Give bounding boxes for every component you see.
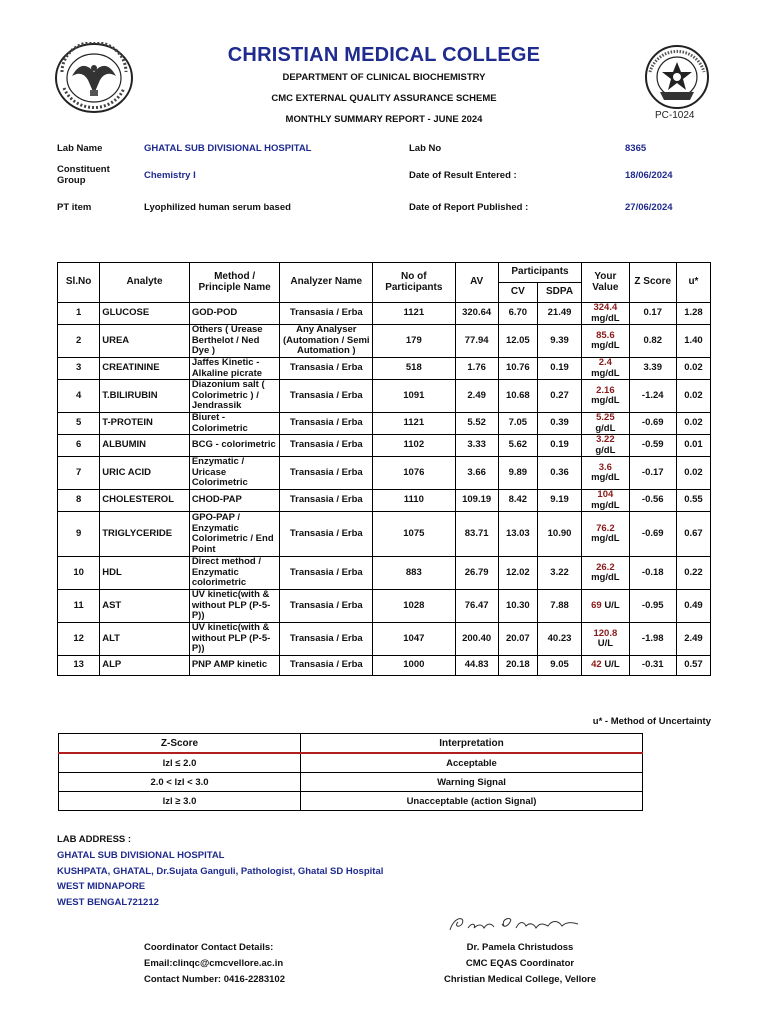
participants: 1028 <box>373 590 455 623</box>
constituent-group: Chemistry I <box>144 170 196 181</box>
sdpa: 10.90 <box>537 512 581 557</box>
assigned-value: 77.94 <box>455 325 498 358</box>
assigned-value: 200.40 <box>455 623 498 656</box>
report-title: MONTHLY SUMMARY REPORT - JUNE 2024 <box>285 114 483 125</box>
analyzer: Transasia / Erba <box>280 512 373 557</box>
cv: 8.42 <box>498 490 537 512</box>
signatory-role: CMC EQAS Coordinator <box>465 958 575 969</box>
z-score: 0.17 <box>629 303 676 325</box>
table-row <box>58 590 711 623</box>
your-value-number: 42 <box>591 659 602 671</box>
cv: 6.70 <box>498 303 537 325</box>
analyzer: Transasia / Erba <box>280 457 373 490</box>
sl-no: 10 <box>58 557 100 590</box>
cv: 7.05 <box>498 413 537 435</box>
lab-no-label: Lab No <box>409 143 442 154</box>
analyte: T.BILIRUBIN <box>100 380 190 413</box>
participants: 1121 <box>373 303 455 325</box>
participants: 179 <box>373 325 455 358</box>
group-label: Constituent Group <box>57 164 110 186</box>
your-value-number: 26.2 <box>596 561 615 573</box>
your-value <box>582 303 629 325</box>
method: Jaffes Kinetic - Alkaline picrate <box>189 358 280 380</box>
your-value <box>582 512 629 557</box>
entered-label: Date of Result Entered : <box>409 170 517 181</box>
interpretation: Warning Signal <box>301 773 643 792</box>
analyzer: Transasia / Erba <box>280 557 373 590</box>
your-value-number: 5.25 <box>596 412 615 423</box>
your-value-unit: mg/dL <box>591 499 620 511</box>
uncertainty: 0.22 <box>676 557 710 590</box>
cv: 5.62 <box>498 435 537 457</box>
uncertainty: 1.28 <box>676 303 710 325</box>
table-row <box>58 623 711 656</box>
sdpa: 7.88 <box>537 590 581 623</box>
analyzer: Transasia / Erba <box>280 656 373 676</box>
participants: 1075 <box>373 512 455 557</box>
your-value-number: 120.8 <box>593 627 618 639</box>
table-row <box>58 303 711 325</box>
col-analyzer: Analyzer Name <box>280 263 373 303</box>
sdpa: 21.49 <box>537 303 581 325</box>
uncertainty: 0.49 <box>676 590 710 623</box>
z-score: 3.39 <box>629 358 676 380</box>
method: GPO-PAP / Enzymatic Colorimetric / End Point <box>189 512 280 557</box>
assigned-value: 2.49 <box>455 380 498 413</box>
analyte: CREATININE <box>100 358 190 380</box>
sl-no: 2 <box>58 325 100 358</box>
analyte: GLUCOSE <box>100 303 190 325</box>
assigned-value: 320.64 <box>455 303 498 325</box>
analyzer: Transasia / Erba <box>280 358 373 380</box>
cv: 9.89 <box>498 457 537 490</box>
your-value-unit: mg/dL <box>591 472 620 483</box>
sdpa: 0.27 <box>537 380 581 413</box>
sdpa: 0.19 <box>537 435 581 457</box>
method: Others ( Urease Berthelot / Ned Dye ) <box>189 325 280 358</box>
uncertainty: 0.01 <box>676 435 710 457</box>
zscore-range: lzl ≥ 3.0 <box>59 792 301 811</box>
method: Diazonium salt ( Colorimetric ) / Jendrassik <box>189 380 280 413</box>
zscore-table <box>58 733 643 811</box>
analyte: TRIGLYCERIDE <box>100 512 190 557</box>
sl-no: 1 <box>58 303 100 325</box>
z-score: -1.24 <box>629 380 676 413</box>
z-score: -0.56 <box>629 490 676 512</box>
zscore-row <box>59 792 643 811</box>
sl-no: 9 <box>58 512 100 557</box>
table-row <box>58 490 711 512</box>
sdpa: 0.36 <box>537 457 581 490</box>
cv: 12.05 <box>498 325 537 358</box>
cv: 12.02 <box>498 557 537 590</box>
your-value-number: 2.4 <box>598 357 612 368</box>
assigned-value: 1.76 <box>455 358 498 380</box>
z-score: -0.69 <box>629 413 676 435</box>
z-score: -0.59 <box>629 435 676 457</box>
col-analyte: Analyte <box>100 263 190 303</box>
table-row <box>58 435 711 457</box>
sl-no: 6 <box>58 435 100 457</box>
col-participants: No of Participants <box>373 263 455 303</box>
sl-no: 4 <box>58 380 100 413</box>
col-av: AV <box>455 263 498 303</box>
analyzer: Transasia / Erba <box>280 380 373 413</box>
z-score: -0.69 <box>629 512 676 557</box>
address-line: KUSHPATA, GHATAL, Dr.Sujata Ganguli, Pathologist, Ghatal SD Hospital <box>57 866 384 877</box>
participants: 1110 <box>373 490 455 512</box>
coordinator-heading: Coordinator Contact Details: <box>144 942 274 953</box>
participants: 1091 <box>373 380 455 413</box>
uncertainty: 0.02 <box>676 358 710 380</box>
pc-code: PC-1024 <box>655 110 695 121</box>
address-line: WEST MIDNAPORE <box>57 881 146 892</box>
cv: 13.03 <box>498 512 537 557</box>
col-slno: Sl.No <box>58 263 100 303</box>
uncertainty: 0.55 <box>676 490 710 512</box>
your-value-unit: U/L <box>604 659 620 671</box>
analyzer: Transasia / Erba <box>280 303 373 325</box>
your-value-unit: mg/dL <box>591 367 620 379</box>
method: Direct method / Enzymatic colorimetric <box>189 557 280 590</box>
col-sdpa: SDPA <box>537 283 581 303</box>
analyte: URIC ACID <box>100 457 190 490</box>
zscore-range: lzl ≤ 2.0 <box>59 753 301 773</box>
lab-no: 8365 <box>625 143 647 154</box>
z-score: -0.18 <box>629 557 676 590</box>
analyte: UREA <box>100 325 190 358</box>
pt-item: Lyophilized human serum based <box>144 202 291 213</box>
date-entered: 18/06/2024 <box>625 170 673 181</box>
your-value <box>582 380 629 413</box>
assigned-value: 5.52 <box>455 413 498 435</box>
sl-no: 7 <box>58 457 100 490</box>
page-title: CHRISTIAN MEDICAL COLLEGE <box>227 44 541 66</box>
your-value-unit: U/L <box>604 599 620 611</box>
date-published: 27/06/2024 <box>625 202 673 213</box>
interpretation: Acceptable <box>301 753 643 773</box>
sl-no: 13 <box>58 656 100 676</box>
uncertainty: 0.02 <box>676 413 710 435</box>
method: Biuret - Colorimetric <box>189 413 280 435</box>
address-line: GHATAL SUB DIVISIONAL HOSPITAL <box>57 850 225 861</box>
sl-no: 11 <box>58 590 100 623</box>
department: DEPARTMENT OF CLINICAL BIOCHEMISTRY <box>282 72 486 83</box>
coordinator-phone: Contact Number: 0416-2283102 <box>144 974 285 985</box>
sdpa: 40.23 <box>537 623 581 656</box>
your-value-number: 3.6 <box>598 461 612 473</box>
table-row <box>58 380 711 413</box>
your-value-unit: mg/dL <box>591 340 620 351</box>
table-row <box>58 413 711 435</box>
z-score: 0.82 <box>629 325 676 358</box>
your-value-number: 2.16 <box>596 384 615 396</box>
your-value-number: 324.4 <box>593 302 618 313</box>
your-value-unit: U/L <box>597 638 614 649</box>
your-value <box>582 656 629 676</box>
z-score: -0.95 <box>629 590 676 623</box>
method: UV kinetic(with & without PLP (P-5-P)) <box>189 590 280 623</box>
table-row <box>58 512 711 557</box>
scheme-name: CMC EXTERNAL QUALITY ASSURANCE SCHEME <box>271 93 497 104</box>
analyte: ALT <box>100 623 190 656</box>
analyte: ALBUMIN <box>100 435 190 457</box>
sl-no: 8 <box>58 490 100 512</box>
pt-item-label: PT item <box>57 202 92 213</box>
assigned-value: 3.66 <box>455 457 498 490</box>
sdpa: 0.39 <box>537 413 581 435</box>
participants: 883 <box>373 557 455 590</box>
sdpa: 0.19 <box>537 358 581 380</box>
your-value <box>582 557 629 590</box>
published-label: Date of Report Published : <box>409 202 529 213</box>
cv: 10.76 <box>498 358 537 380</box>
participants: 1047 <box>373 623 455 656</box>
your-value <box>582 435 629 457</box>
analyte: AST <box>100 590 190 623</box>
col-zscore: Z Score <box>629 263 676 303</box>
interpretation: Unacceptable (action Signal) <box>301 792 643 811</box>
table-row <box>58 557 711 590</box>
assigned-value: 76.47 <box>455 590 498 623</box>
your-value-number: 3.22 <box>596 434 615 445</box>
sdpa: 9.39 <box>537 325 581 358</box>
your-value <box>582 590 629 623</box>
sdpa: 9.05 <box>537 656 581 676</box>
col-u: u* <box>676 263 710 303</box>
sl-no: 3 <box>58 358 100 380</box>
sdpa: 3.22 <box>537 557 581 590</box>
your-value-unit: mg/dL <box>591 395 620 406</box>
table-row <box>58 358 711 380</box>
your-value <box>582 623 629 656</box>
participants: 1121 <box>373 413 455 435</box>
analyzer: Any Analyser (Automation / Semi Automation ) <box>280 325 373 358</box>
col-your-value: Your Value <box>582 263 629 303</box>
zscore-row <box>59 753 643 773</box>
lab-name-label: Lab Name <box>57 143 103 154</box>
signature <box>444 912 584 936</box>
participants: 1102 <box>373 435 455 457</box>
your-value <box>582 413 629 435</box>
cv: 10.30 <box>498 590 537 623</box>
method: Enzymatic / Uricase Colorimetric <box>189 457 280 490</box>
your-value-unit: mg/dL <box>591 572 620 583</box>
analyzer: Transasia / Erba <box>280 623 373 656</box>
analyzer: Transasia / Erba <box>280 413 373 435</box>
analyte: ALP <box>100 656 190 676</box>
assigned-value: 3.33 <box>455 435 498 457</box>
z-score: -1.98 <box>629 623 676 656</box>
method: GOD-POD <box>189 303 280 325</box>
your-value-number: 76.2 <box>596 522 615 534</box>
table-row <box>58 325 711 358</box>
uncertainty: 1.40 <box>676 325 710 358</box>
method: PNP AMP kinetic <box>189 656 280 676</box>
participants: 518 <box>373 358 455 380</box>
method: CHOD-PAP <box>189 490 280 512</box>
zscore-row <box>59 773 643 792</box>
method: UV kinetic(with & without PLP (P-5-P)) <box>189 623 280 656</box>
assigned-value: 44.83 <box>455 656 498 676</box>
uncertainty: 0.02 <box>676 380 710 413</box>
cv: 20.07 <box>498 623 537 656</box>
your-value <box>582 325 629 358</box>
your-value-number: 85.6 <box>596 329 615 341</box>
your-value-unit: g/dL <box>595 444 616 456</box>
uncertainty: 0.57 <box>676 656 710 676</box>
table-row <box>58 656 711 676</box>
your-value <box>582 457 629 490</box>
address-line: WEST BENGAL721212 <box>57 897 159 908</box>
analyzer: Transasia / Erba <box>280 435 373 457</box>
col-method: Method / Principle Name <box>189 263 280 303</box>
analyte: T-PROTEIN <box>100 413 190 435</box>
cv: 10.68 <box>498 380 537 413</box>
analyzer: Transasia / Erba <box>280 590 373 623</box>
signatory-org: Christian Medical College, Vellore <box>443 974 597 985</box>
analyte: HDL <box>100 557 190 590</box>
col-cv: CV <box>498 283 537 303</box>
zscore-header: Z-Score <box>59 734 301 754</box>
uncertainty: 0.67 <box>676 512 710 557</box>
your-value <box>582 358 629 380</box>
results-table <box>57 262 711 676</box>
uncertainty-note: u* - Method of Uncertainty <box>592 716 711 727</box>
z-score: -0.31 <box>629 656 676 676</box>
your-value-unit: g/dL <box>595 422 616 434</box>
sdpa: 9.19 <box>537 490 581 512</box>
z-score: -0.17 <box>629 457 676 490</box>
your-value-number: 69 <box>591 599 602 611</box>
method: BCG - colorimetric <box>189 435 280 457</box>
assigned-value: 83.71 <box>455 512 498 557</box>
table-row <box>58 457 711 490</box>
your-value-number: 104 <box>597 489 614 500</box>
lab-address-heading: LAB ADDRESS : <box>57 834 132 845</box>
zscore-range: 2.0 < lzl < 3.0 <box>59 773 301 792</box>
sl-no: 5 <box>58 413 100 435</box>
coordinator-email: Email:clinqc@cmcvellore.ac.in <box>144 958 284 969</box>
cv: 20.18 <box>498 656 537 676</box>
col-participants-group: Participants <box>498 263 581 283</box>
analyzer: Transasia / Erba <box>280 490 373 512</box>
assigned-value: 109.19 <box>455 490 498 512</box>
your-value-unit: mg/dL <box>591 533 620 544</box>
uncertainty: 0.02 <box>676 457 710 490</box>
lab-name: GHATAL SUB DIVISIONAL HOSPITAL <box>144 143 312 154</box>
sl-no: 12 <box>58 623 100 656</box>
interpretation-header: Interpretation <box>301 734 643 754</box>
signatory-name: Dr. Pamela Christudoss <box>466 942 574 953</box>
uncertainty: 2.49 <box>676 623 710 656</box>
your-value <box>582 490 629 512</box>
your-value-unit: mg/dL <box>591 312 620 324</box>
participants: 1000 <box>373 656 455 676</box>
assigned-value: 26.79 <box>455 557 498 590</box>
analyte: CHOLESTEROL <box>100 490 190 512</box>
participants: 1076 <box>373 457 455 490</box>
